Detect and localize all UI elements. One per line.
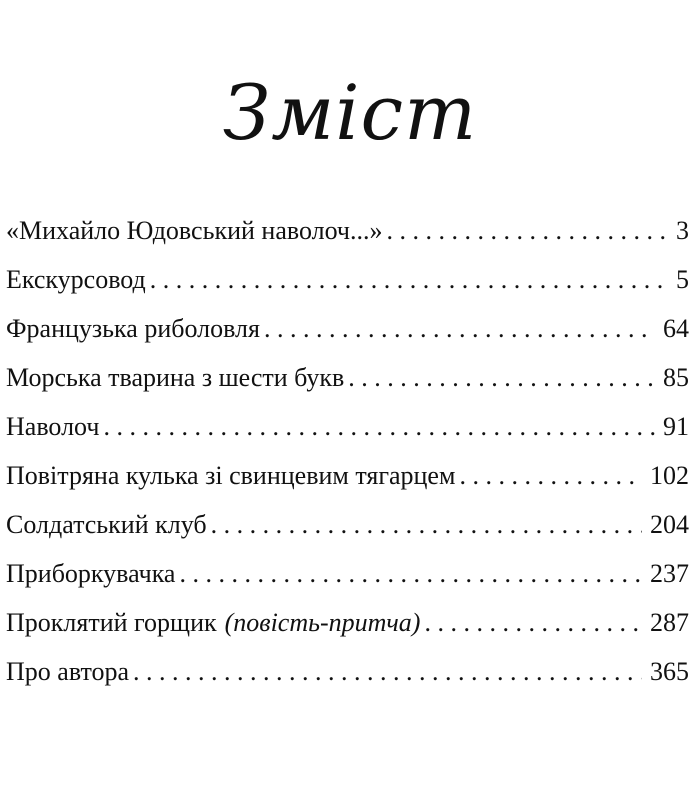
entry-title: Екскурсовод <box>6 265 146 294</box>
entry-title: Наволоч <box>6 412 100 441</box>
toc-entry <box>6 304 689 353</box>
toc-entry <box>6 353 689 402</box>
dot-leader <box>133 647 642 696</box>
dot-leader <box>150 255 668 304</box>
dot-leader <box>424 598 642 647</box>
toc-entry <box>6 549 689 598</box>
dot-leader <box>348 353 655 402</box>
dot-leader <box>459 451 642 500</box>
toc-entry <box>6 451 689 500</box>
toc-entry <box>6 598 689 647</box>
page-number: 3 <box>676 216 689 245</box>
table-of-contents <box>6 206 689 696</box>
entry-title: Повітряна кулька зі свинцевим тягарцем <box>6 461 456 490</box>
page-number: 64 <box>663 314 689 343</box>
toc-entry <box>6 206 689 255</box>
dot-leader <box>264 304 655 353</box>
page-number: 204 <box>650 510 689 539</box>
dot-leader <box>103 402 655 451</box>
page-number: 5 <box>676 265 689 294</box>
entry-title: Про автора <box>6 657 130 686</box>
toc-entry <box>6 647 689 696</box>
page-number: 102 <box>650 461 689 490</box>
page-number: 91 <box>663 412 689 441</box>
page-number: 365 <box>650 657 689 686</box>
entry-title: Солдатський клуб <box>6 510 207 539</box>
toc-entry <box>6 402 689 451</box>
toc-entry <box>6 255 689 304</box>
page-number: 287 <box>650 608 689 637</box>
entry-title: Приборкувачка <box>6 559 176 588</box>
dot-leader <box>211 500 642 549</box>
contents-heading: Зміст <box>222 68 478 157</box>
page-number: 85 <box>663 363 689 392</box>
dot-leader <box>387 206 669 255</box>
page-number: 237 <box>650 559 689 588</box>
entry-title: Французька риболовля <box>6 314 260 343</box>
entry-title: Морська тварина з шести букв <box>6 363 345 392</box>
entry-title: «Михайло Юдовський наволоч...» <box>6 216 383 245</box>
entry-note: (повість-притча) <box>224 608 421 637</box>
dot-leader <box>179 549 642 598</box>
entry-title: Проклятий горщик <box>6 608 217 637</box>
toc-entry <box>6 500 689 549</box>
